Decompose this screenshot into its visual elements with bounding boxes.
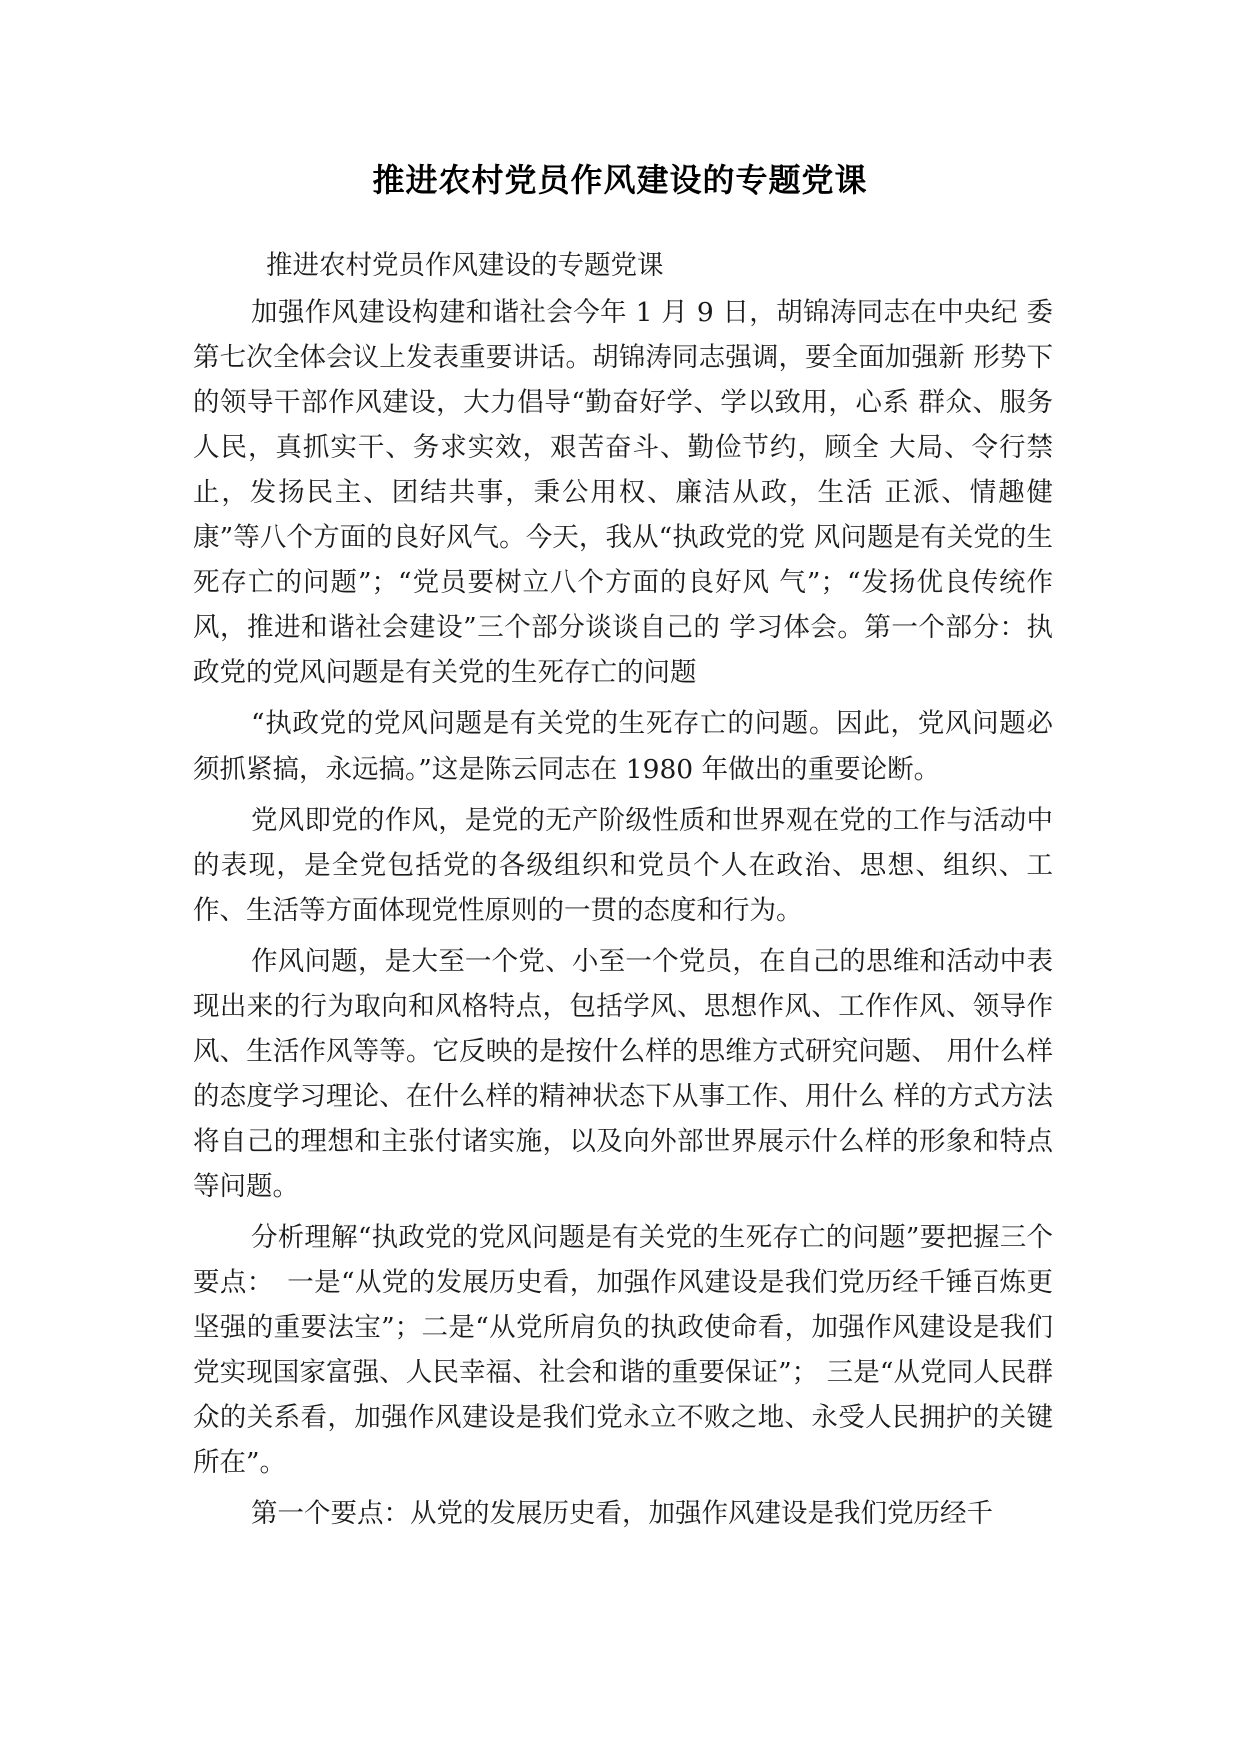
document-title: 推进农村党员作风建设的专题党课 bbox=[372, 161, 868, 199]
document-body bbox=[193, 243, 1053, 1542]
document-subtitle: 推进农村党员作风建设的专题党课 bbox=[266, 250, 664, 281]
paragraph: 党风即党的作风，是党的无产阶级性质和世界观在党的工作与活动中的表现，是全党包括党的各级组织和党员个人在政治、思想、组织、工作、生活等方面体现党性原则的一贯的态度和行为。 bbox=[193, 804, 1053, 926]
paragraph: “执政党的党风问题是有关党的生死存亡的问题。因此，党风问题必须抓紧搞，永远搞。”这是陈云同志在 1980 年做出的重要论断。 bbox=[193, 708, 1053, 785]
paragraph: 分析理解“执政党的党风问题是有关党的生死存亡的问题”要把握三个要点： 一是“从党的发展历史看，加强作风建设是我们党历经千锤百炼更坚强的重要法宝”；二是“从党所肩负的执政使命看，加强作风建设是我们党实现国家富强、人民幸福、社会和谐的重要保证”； 三是“从党同人民群众的关系看，加强作风建设是我们党永立不败之地、永受人民拥护的关键所在”。 bbox=[193, 1221, 1053, 1479]
paragraph: 第一个要点：从党的发展历史看，加强作风建设是我们党历经千 bbox=[251, 1498, 993, 1530]
paragraph: 加强作风建设构建和谐社会今年 1 月 9 日，胡锦涛同志在中央纪 委第七次全体会议上发表重要讲话。胡锦涛同志强调，要全面加强新 形势下的领导干部作风建设，大力倡导“勤奋好学、学以致用，心系 群众、服务人民，真抓实干、务求实效，艰苦奋斗、勤俭节约，顾全 大局、令行禁止，发扬民主、团结共事，秉公用权、廉洁从政，生活 正派、情趣健康”等八个方面的良好风气。今天，我从“执政党的党 风问题是有关党的生死存亡的问题”；“党员要树立八个方面的良好风 气”；“发扬优良传统作风，推进和谐社会建设”三个部分谈谈自己的 学习体会。第一个部分：执政党的党风问题是有关党的生死存亡的问题 bbox=[193, 297, 1053, 689]
paragraph: 作风问题，是大至一个党、小至一个党员，在自己的思维和活动中表现出来的行为取向和风格特点，包括学风、思想作风、工作作风、领导作风、生活作风等等。它反映的是按什么样的思维方式研究问题、 用什么样的态度学习理论、在什么样的精神状态下从事工作、用什么 样的方式方法将自己的理想和主张付诸实施，以及向外部世界展示什么样的形象和特点等问题。 bbox=[193, 945, 1053, 1202]
